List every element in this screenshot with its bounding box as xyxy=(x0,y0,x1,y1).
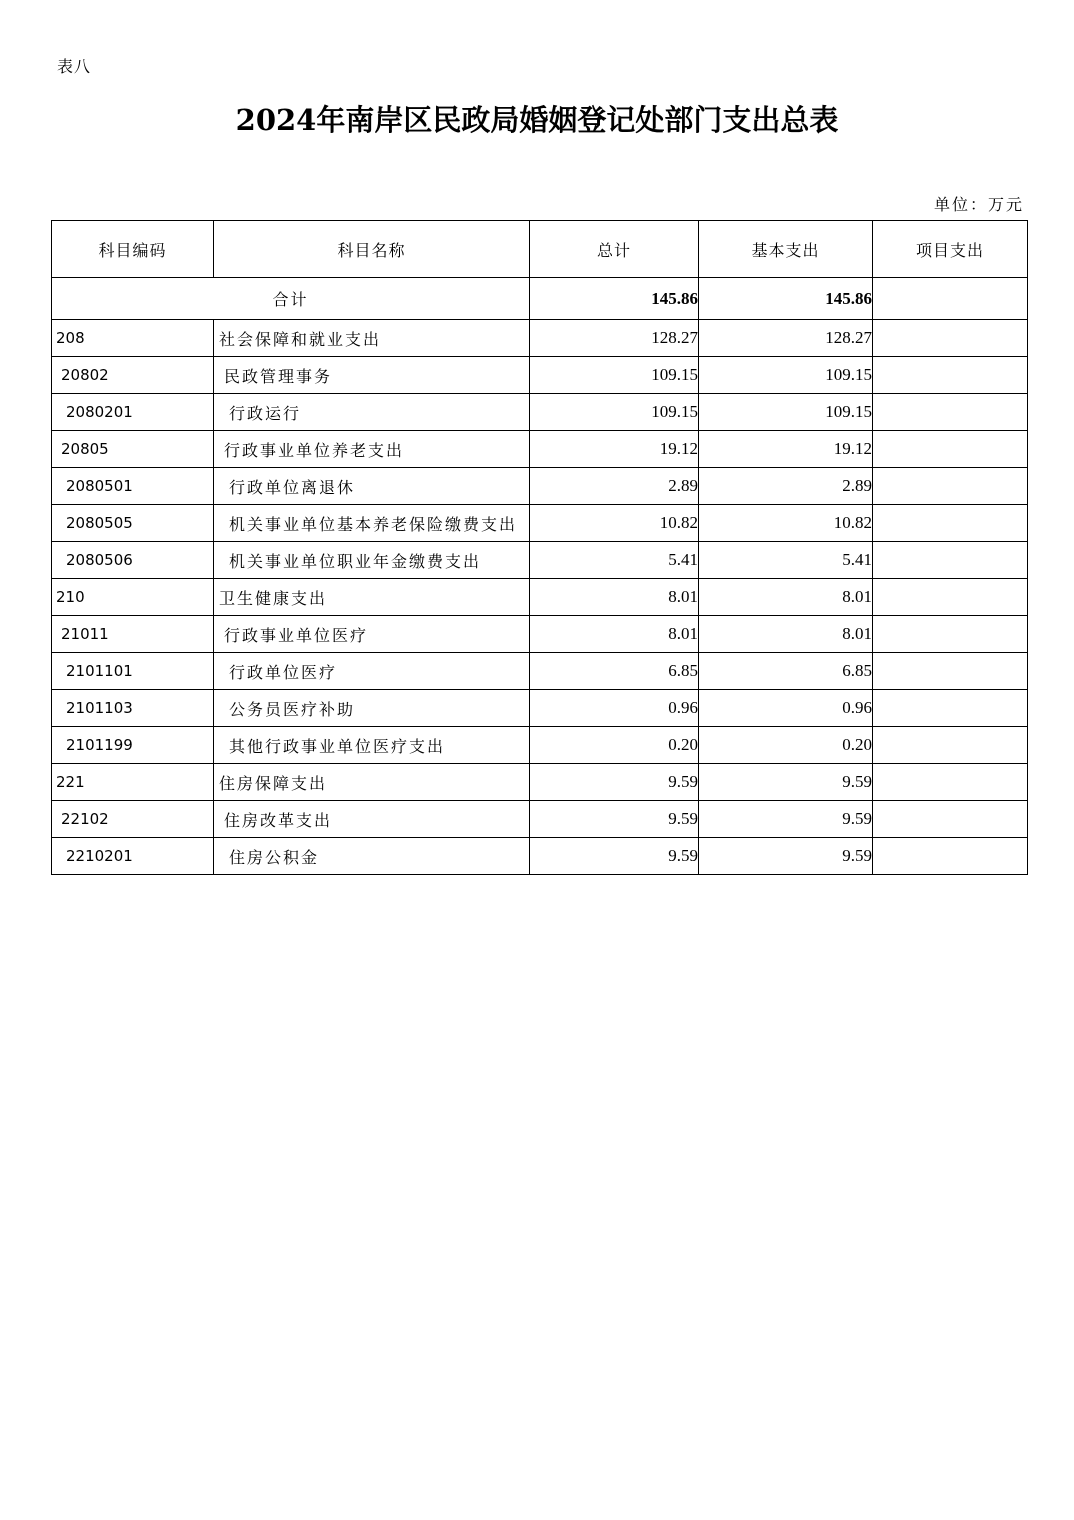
row-name: 住房公积金 xyxy=(214,838,530,875)
total-label: 合计 xyxy=(52,278,530,320)
row-name: 机关事业单位基本养老保险缴费支出 xyxy=(214,505,530,542)
table-row xyxy=(52,505,1028,542)
row-basic: 0.20 xyxy=(699,727,873,764)
header-name: 科目名称 xyxy=(214,221,530,278)
row-project xyxy=(873,468,1028,505)
row-total: 9.59 xyxy=(530,838,699,875)
total-row xyxy=(52,278,1028,320)
row-basic: 5.41 xyxy=(699,542,873,579)
row-name: 其他行政事业单位医疗支出 xyxy=(214,727,530,764)
row-name: 行政单位医疗 xyxy=(214,653,530,690)
table-row xyxy=(52,431,1028,468)
row-name: 卫生健康支出 xyxy=(214,579,530,616)
row-project xyxy=(873,505,1028,542)
row-code: 221 xyxy=(52,764,214,801)
row-project xyxy=(873,320,1028,357)
row-project xyxy=(873,653,1028,690)
unit-label: 单位：万元 xyxy=(933,195,1024,214)
row-name: 行政运行 xyxy=(214,394,530,431)
row-basic: 9.59 xyxy=(699,764,873,801)
table-row xyxy=(52,468,1028,505)
row-project xyxy=(873,357,1028,394)
row-name: 行政事业单位养老支出 xyxy=(214,431,530,468)
row-project xyxy=(873,690,1028,727)
row-total: 0.96 xyxy=(530,690,699,727)
total-basic: 145.86 xyxy=(699,278,873,320)
row-code: 20802 xyxy=(52,357,214,394)
row-project xyxy=(873,801,1028,838)
table-row xyxy=(52,542,1028,579)
header-row xyxy=(52,221,1028,278)
row-name: 社会保障和就业支出 xyxy=(214,320,530,357)
row-code: 20805 xyxy=(52,431,214,468)
row-basic: 8.01 xyxy=(699,616,873,653)
row-basic: 8.01 xyxy=(699,579,873,616)
row-total: 109.15 xyxy=(530,394,699,431)
table-row xyxy=(52,690,1028,727)
row-total: 2.89 xyxy=(530,468,699,505)
row-code: 210 xyxy=(52,579,214,616)
row-name: 住房保障支出 xyxy=(214,764,530,801)
row-basic: 9.59 xyxy=(699,801,873,838)
row-code: 2210201 xyxy=(52,838,214,875)
row-basic: 2.89 xyxy=(699,468,873,505)
row-code: 2101101 xyxy=(52,653,214,690)
table-row xyxy=(52,616,1028,653)
header-total: 总计 xyxy=(530,221,699,278)
row-total: 0.20 xyxy=(530,727,699,764)
row-project xyxy=(873,727,1028,764)
table-row xyxy=(52,579,1028,616)
row-total: 6.85 xyxy=(530,653,699,690)
row-basic: 10.82 xyxy=(699,505,873,542)
row-name: 机关事业单位职业年金缴费支出 xyxy=(214,542,530,579)
row-basic: 19.12 xyxy=(699,431,873,468)
table-row xyxy=(52,357,1028,394)
table-row xyxy=(52,764,1028,801)
table-row xyxy=(52,727,1028,764)
row-name: 公务员医疗补助 xyxy=(214,690,530,727)
total-project xyxy=(873,278,1028,320)
row-total: 109.15 xyxy=(530,357,699,394)
row-code: 208 xyxy=(52,320,214,357)
row-project xyxy=(873,542,1028,579)
row-name: 行政事业单位医疗 xyxy=(214,616,530,653)
header-project: 项目支出 xyxy=(873,221,1028,278)
row-total: 5.41 xyxy=(530,542,699,579)
row-code: 2101199 xyxy=(52,727,214,764)
row-code: 2080505 xyxy=(52,505,214,542)
row-project xyxy=(873,764,1028,801)
row-total: 8.01 xyxy=(530,616,699,653)
row-code: 2080506 xyxy=(52,542,214,579)
table-row xyxy=(52,838,1028,875)
expenditure-table xyxy=(51,220,1028,875)
header-basic: 基本支出 xyxy=(699,221,873,278)
row-name: 住房改革支出 xyxy=(214,801,530,838)
row-project xyxy=(873,838,1028,875)
row-code: 22102 xyxy=(52,801,214,838)
table-row xyxy=(52,320,1028,357)
row-basic: 128.27 xyxy=(699,320,873,357)
table-row xyxy=(52,801,1028,838)
total-total: 145.86 xyxy=(530,278,699,320)
row-project xyxy=(873,579,1028,616)
row-total: 19.12 xyxy=(530,431,699,468)
row-code: 2101103 xyxy=(52,690,214,727)
row-total: 128.27 xyxy=(530,320,699,357)
row-code: 2080501 xyxy=(52,468,214,505)
row-name: 行政单位离退休 xyxy=(214,468,530,505)
row-project xyxy=(873,616,1028,653)
table-number: 表八 xyxy=(57,57,92,76)
header-code: 科目编码 xyxy=(52,221,214,278)
row-project xyxy=(873,431,1028,468)
row-total: 10.82 xyxy=(530,505,699,542)
row-code: 2080201 xyxy=(52,394,214,431)
row-total: 9.59 xyxy=(530,764,699,801)
row-total: 8.01 xyxy=(530,579,699,616)
row-code: 21011 xyxy=(52,616,214,653)
row-basic: 109.15 xyxy=(699,357,873,394)
row-basic: 9.59 xyxy=(699,838,873,875)
row-name: 民政管理事务 xyxy=(214,357,530,394)
row-basic: 109.15 xyxy=(699,394,873,431)
row-project xyxy=(873,394,1028,431)
table-row xyxy=(52,394,1028,431)
row-total: 9.59 xyxy=(530,801,699,838)
row-basic: 6.85 xyxy=(699,653,873,690)
page-title: 2024年南岸区民政局婚姻登记处部门支出总表 xyxy=(235,103,839,137)
table-row xyxy=(52,653,1028,690)
row-basic: 0.96 xyxy=(699,690,873,727)
